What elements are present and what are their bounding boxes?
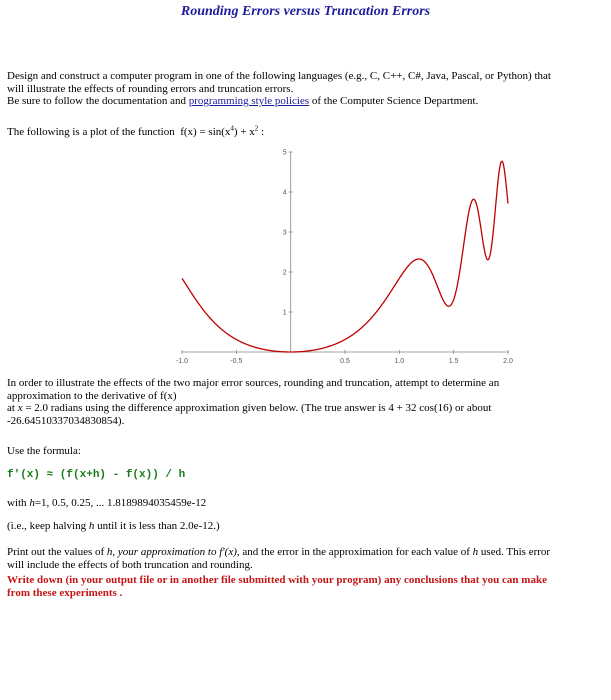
- ie-pre: (i.e., keep halving: [7, 520, 89, 532]
- with-var-h: h: [29, 497, 35, 509]
- formula-exp-1: 4: [230, 124, 234, 133]
- intro-line-2: will illustrate the effects of rounding errors and truncation errors.: [7, 82, 294, 95]
- use-formula-label: Use the formula:: [7, 445, 81, 457]
- plot-caption: [7, 126, 602, 139]
- with-h-line: [7, 497, 602, 510]
- print-line-2: will include the effects of both truncation and rounding.: [7, 558, 253, 571]
- print-pre: Print out the values of: [7, 546, 107, 558]
- para2-line-2: approximation to the derivative of f(x): [7, 389, 177, 402]
- print-post: and the error in the approximation for each value of: [239, 546, 473, 558]
- x-tick-label: 1.5: [448, 358, 459, 364]
- para2-line-3-mid: = 2.0 radians using the difference approximation given below. (The true answer is 4 + 32 cos(16) or about: [22, 402, 492, 414]
- function-curve: [182, 161, 508, 352]
- x-tick-label: -0.5: [230, 358, 243, 364]
- ie-line: [7, 520, 602, 533]
- x-tick-label: 2.0: [503, 358, 513, 364]
- print-paragraph: [7, 546, 602, 571]
- formula-pre: f(x) = sin(x: [180, 126, 231, 138]
- formula-post: :: [258, 126, 265, 138]
- intro-line-1: Design and construct a computer program in one of the following languages (e.g., C, C++, C#, Java, Pascal, or Python) that: [7, 70, 551, 82]
- ie-var-h: h: [88, 520, 95, 532]
- intro-line-3-post: of the Computer Science Department.: [309, 95, 479, 107]
- print-italic: h, your approximation to f'(x),: [106, 546, 240, 558]
- y-tick-label: 3: [282, 229, 287, 237]
- with-post: =1, 0.5, 0.25, ... 1.8189894035459e-12: [34, 497, 207, 509]
- derivative-paragraph: [7, 377, 602, 427]
- style-policies-link[interactable]: programming style policies: [188, 95, 310, 107]
- print-post-2: used. This error: [478, 546, 551, 558]
- ie-post: until it is less than 2.0e-12.): [94, 520, 220, 532]
- formula-code: f'(x) ≈ (f(x+h) - f(x)) / h: [7, 469, 186, 481]
- x-tick-label: 0.5: [340, 358, 350, 364]
- formula-exp-2: 2: [254, 124, 259, 133]
- para2-line-3-pre: at: [7, 402, 18, 414]
- with-pre: with: [7, 497, 30, 509]
- para2-line-1: In order to illustrate the effects of the two major error sources, rounding and truncation, attempt to determine an: [7, 377, 500, 389]
- conclusion-line-2: from these experiments .: [7, 586, 123, 599]
- x-tick-label: -1.0: [175, 358, 189, 364]
- intro-line-3: [7, 95, 602, 108]
- function-formula: [180, 126, 264, 138]
- conclusion-paragraph: [7, 574, 602, 599]
- y-tick-label: 2: [282, 269, 287, 277]
- y-tick-label: 5: [282, 149, 287, 157]
- print-line-1: [7, 546, 602, 559]
- para2-line-3: [7, 402, 602, 415]
- plot-caption-text: The following is a plot of the function: [7, 126, 175, 138]
- plot-axes: [182, 149, 508, 352]
- function-plot: [170, 148, 520, 364]
- x-tick-label: 1.0: [394, 358, 405, 364]
- page-title: Rounding Errors versus Truncation Errors: [180, 4, 431, 19]
- plot-curve-group: [182, 161, 508, 352]
- intro-line-3-pre: Be sure to follow the documentation and: [7, 95, 189, 107]
- para2-var-x: x: [17, 402, 23, 414]
- y-tick-label: 1: [282, 309, 287, 317]
- conclusion-line-1: Write down (in your output file or in another file submitted with your program) any conclusions that you can make: [7, 574, 547, 586]
- y-tick-label: 4: [282, 189, 287, 197]
- para2-line-4: -26.64510337034830854).: [7, 414, 125, 427]
- intro-paragraph: [7, 70, 602, 108]
- print-var-h: h: [472, 546, 479, 558]
- formula-mid: ) + x: [233, 126, 255, 138]
